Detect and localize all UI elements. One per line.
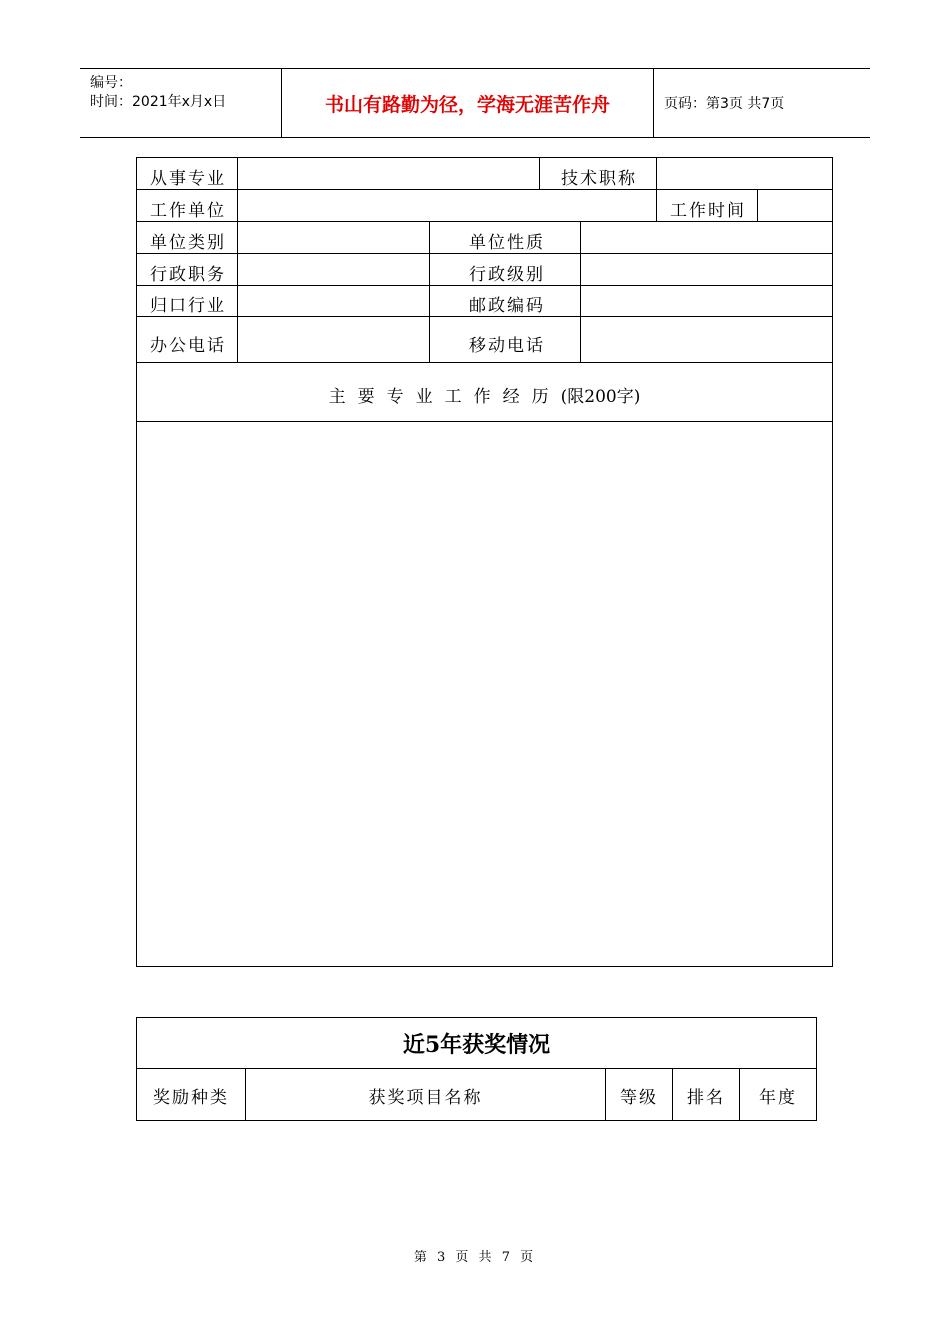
experience-textarea[interactable]: [137, 422, 832, 966]
header-page-label: 页码：第3页 共7页: [664, 96, 785, 112]
label-major: 从事专业: [150, 169, 226, 189]
label-mobile-phone: 移动电话: [469, 336, 545, 356]
label-office-phone: 办公电话: [150, 336, 226, 356]
awards-table: [136, 1017, 817, 1121]
experience-title-row: [137, 382, 832, 407]
header-slogan: 书山有路勤为径，学海无涯苦作舟: [282, 69, 654, 137]
office-phone-field[interactable]: [238, 317, 429, 362]
page-header: [80, 68, 870, 138]
label-unit-nature: 单位性质: [469, 233, 545, 253]
tech-title-field[interactable]: [657, 158, 832, 189]
header-meta-cell: [80, 69, 282, 137]
label-tech-title: 技术职称: [561, 169, 637, 189]
label-work-time: 工作时间: [670, 201, 746, 221]
industry-field[interactable]: [238, 286, 429, 316]
label-postal-code: 邮政编码: [469, 296, 545, 316]
admin-level-field[interactable]: [581, 254, 832, 285]
postal-code-field[interactable]: [581, 286, 832, 316]
label-admin-position: 行政职务: [150, 265, 226, 285]
awards-header-grade: 等级: [620, 1087, 658, 1108]
col-divider: [539, 158, 540, 189]
admin-position-field[interactable]: [238, 254, 429, 285]
awards-header-year: 年度: [759, 1087, 797, 1108]
experience-limit: (限200字): [560, 387, 641, 407]
awards-header-project: 获奖项目名称: [368, 1087, 483, 1108]
page-footer: 第 3 页 共 7 页: [413, 1250, 537, 1265]
awards-header-type: 奖励种类: [153, 1087, 229, 1108]
row-divider: [137, 362, 832, 363]
label-work-unit: 工作单位: [150, 201, 226, 221]
unit-nature-field[interactable]: [581, 222, 832, 253]
label-unit-category: 单位类别: [150, 233, 226, 253]
major-field[interactable]: [238, 158, 539, 189]
col-divider: [429, 221, 430, 362]
experience-title: 主要专业工作经历: [328, 387, 561, 407]
serial-label: 编号：: [90, 75, 132, 91]
label-admin-level: 行政级别: [469, 265, 545, 285]
work-unit-field[interactable]: [238, 190, 656, 221]
time-label: 时间：2021年x月x日: [90, 94, 227, 110]
awards-title: 近5年获奖情况: [402, 1031, 551, 1058]
info-form: [136, 157, 833, 967]
mobile-phone-field[interactable]: [581, 317, 832, 362]
col-divider: [656, 189, 657, 221]
work-time-field[interactable]: [758, 190, 832, 221]
unit-category-field[interactable]: [238, 222, 429, 253]
label-industry: 归口行业: [150, 296, 226, 316]
awards-header-rank: 排名: [687, 1087, 725, 1108]
